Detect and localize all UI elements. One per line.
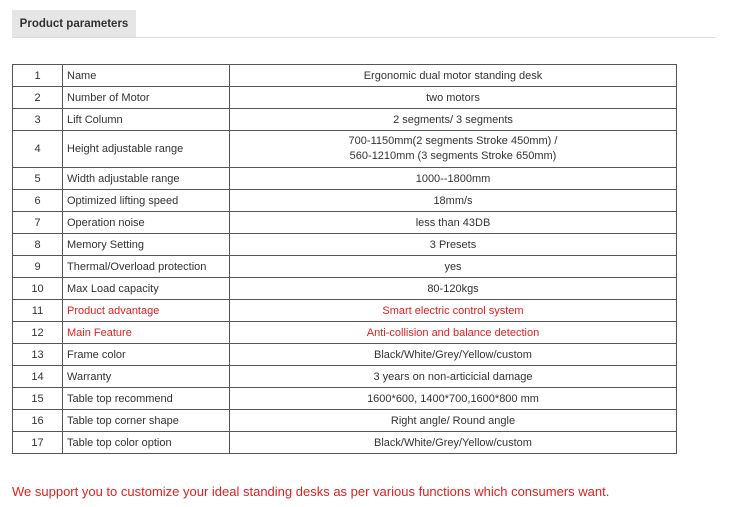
parameter-value: Smart electric control system (230, 300, 677, 322)
parameter-label: Memory Setting (63, 234, 230, 256)
parameter-label: Optimized lifting speed (63, 190, 230, 212)
table-row (13, 432, 677, 454)
row-number: 15 (13, 388, 63, 410)
table-row (13, 256, 677, 278)
table-row (13, 87, 677, 109)
parameter-label: Table top recommend (63, 388, 230, 410)
parameter-value: 2 segments/ 3 segments (230, 109, 677, 131)
parameter-value-line: 700-1150mm(2 segments Stroke 450mm) / (348, 135, 558, 147)
row-number: 10 (13, 278, 63, 300)
tab-bar (12, 10, 715, 38)
parameter-label: Table top color option (63, 432, 230, 454)
customization-note: We support you to customize your ideal standing desks as per various functions which consumers want. (12, 484, 610, 499)
row-number: 16 (13, 410, 63, 432)
table-row (13, 131, 677, 168)
parameter-value: Right angle/ Round angle (230, 410, 677, 432)
row-number: 8 (13, 234, 63, 256)
table-row (13, 322, 677, 344)
parameter-value: Black/White/Grey/Yellow/custom (230, 344, 677, 366)
row-number: 1 (13, 65, 63, 87)
row-number: 7 (13, 212, 63, 234)
parameter-value: 1000--1800mm (230, 168, 677, 190)
tab-product-parameters[interactable]: Product parameters (12, 10, 136, 37)
row-number: 3 (13, 109, 63, 131)
parameter-value: less than 43DB (230, 212, 677, 234)
parameter-label: Name (63, 65, 230, 87)
parameter-value: Anti-collision and balance detection (230, 322, 677, 344)
parameter-value: yes (230, 256, 677, 278)
row-number: 14 (13, 366, 63, 388)
table-row (13, 410, 677, 432)
parameter-label: Thermal/Overload protection (63, 256, 230, 278)
parameter-value: two motors (230, 87, 677, 109)
parameter-label: Main Feature (63, 322, 230, 344)
table-row (13, 366, 677, 388)
parameter-value: 3 Presets (230, 234, 677, 256)
parameter-label: Max Load capacity (63, 278, 230, 300)
parameter-value: 3 years on non-articicial damage (230, 366, 677, 388)
table-row (13, 388, 677, 410)
parameter-label: Number of Motor (63, 87, 230, 109)
row-number: 2 (13, 87, 63, 109)
row-number: 6 (13, 190, 63, 212)
table-row (13, 190, 677, 212)
row-number: 9 (13, 256, 63, 278)
parameter-label: Lift Column (63, 109, 230, 131)
parameter-value: 18mm/s (230, 190, 677, 212)
parameter-value: Black/White/Grey/Yellow/custom (230, 432, 677, 454)
parameter-value-line: 560-1210mm (3 segments Stroke 650mm) (349, 150, 557, 162)
row-number: 17 (13, 432, 63, 454)
parameter-label: Height adjustable range (63, 131, 230, 168)
table-row (13, 168, 677, 190)
row-number: 11 (13, 300, 63, 322)
parameter-value (230, 131, 677, 168)
parameter-label: Width adjustable range (63, 168, 230, 190)
row-number: 13 (13, 344, 63, 366)
parameter-value: Ergonomic dual motor standing desk (230, 65, 677, 87)
table-row (13, 212, 677, 234)
parameter-label: Table top corner shape (63, 410, 230, 432)
parameter-label: Operation noise (63, 212, 230, 234)
table-row (13, 300, 677, 322)
table-row (13, 344, 677, 366)
parameter-label: Product advantage (63, 300, 230, 322)
parameter-label: Frame color (63, 344, 230, 366)
table-row (13, 278, 677, 300)
row-number: 5 (13, 168, 63, 190)
table-row (13, 234, 677, 256)
parameter-value: 1600*600, 1400*700,1600*800 mm (230, 388, 677, 410)
parameter-label: Warranty (63, 366, 230, 388)
parameters-table (12, 64, 677, 454)
table-row (13, 65, 677, 87)
table-row (13, 109, 677, 131)
parameter-value: 80-120kgs (230, 278, 677, 300)
row-number: 12 (13, 322, 63, 344)
row-number: 4 (13, 131, 63, 168)
